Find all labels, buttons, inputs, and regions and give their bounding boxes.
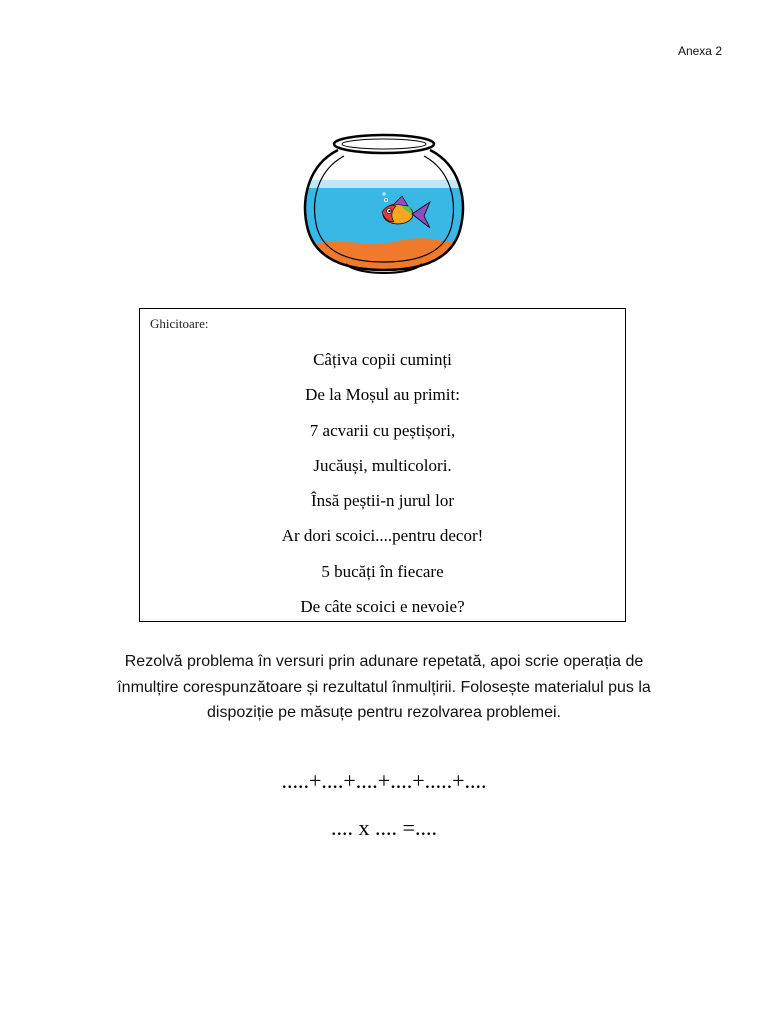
riddle-box [139,308,626,622]
annex-label: Anexa 2 [677,44,722,58]
riddle-line: De câte scoici e nevoie? [300,597,465,617]
riddle-line: Ar dori scoici....pentru decor! [281,526,484,546]
riddle-label: Ghicitoare: [150,316,209,331]
multiplication-exercise: .... x .... =.... [331,815,437,840]
fishbowl-icon [298,130,470,278]
riddle-line: Jucăuși, multicolori. [313,455,452,475]
riddle-verse [140,342,625,624]
instructions-paragraph [40,649,728,726]
riddle-line: Însă peștii-n jurul lor [310,491,455,511]
water-surface [298,180,470,188]
instructions-line: Rezolvă problema în versuri prin adunare repetată, apoi scrie operația de [124,653,644,670]
riddle-line: 7 acvarii cu peștișori, [309,420,456,440]
riddle-line: De la Moșul au primit: [305,385,460,405]
instructions-line: dispoziție pe măsuțe pentru rezolvarea problemei. [207,704,561,721]
instructions-line: înmulțire corespunzătoare și rezultatul înmulțirii. Folosește materialul pus la [117,678,651,696]
riddle-line: 5 bucăți în fiecare [321,561,444,581]
addition-exercise: .....+....+....+....+.....+.... [281,768,487,793]
riddle-line: Câțiva copii cuminți [313,350,452,369]
bowl-rim [334,135,434,153]
